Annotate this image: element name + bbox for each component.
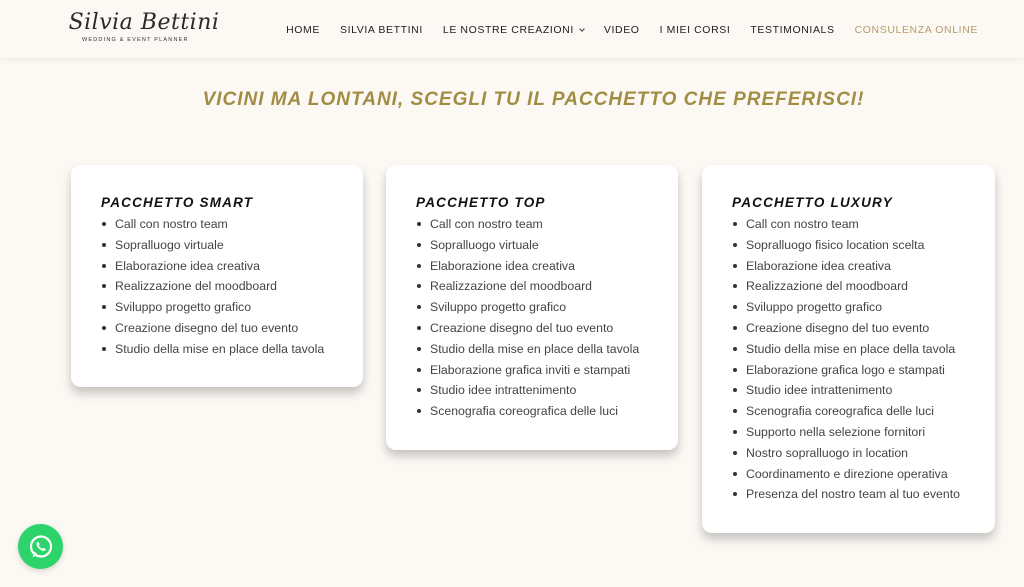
package-feature-list [416, 215, 678, 423]
nav-silvia-bettini[interactable]: SILVIA BETTINI [339, 24, 423, 36]
list-item: Presenza del nostro team al tuo evento [732, 485, 995, 506]
list-item: Elaborazione grafica logo e stampati [732, 361, 995, 382]
main-nav [266, 24, 978, 36]
list-item: Coordinamento e direzione operativa [732, 465, 995, 486]
package-feature-list [732, 215, 995, 506]
logo[interactable] [68, 8, 220, 48]
package-title: PACCHETTO LUXURY [732, 195, 893, 210]
list-item: Realizzazione del moodboard [101, 277, 363, 298]
list-item: Nostro sopralluogo in location [732, 444, 995, 465]
package-title: PACCHETTO TOP [416, 195, 546, 210]
list-item: Supporto nella selezione fornitori [732, 423, 995, 444]
nav-video[interactable]: VIDEO [603, 24, 640, 36]
logo-subtitle: WEDDING & EVENT PLANNER [82, 37, 189, 43]
list-item: Scenografia coreografica delle luci [416, 402, 678, 423]
list-item: Creazione disegno del tuo evento [101, 319, 363, 340]
list-item: Studio idee intrattenimento [416, 381, 678, 402]
list-item: Call con nostro team [416, 215, 678, 236]
site-header [0, 0, 1024, 58]
package-feature-list [101, 215, 363, 361]
nav-le-nostre-creazioni-label: LE NOSTRE CREAZIONI [442, 24, 574, 36]
list-item: Creazione disegno del tuo evento [416, 319, 678, 340]
list-item: Realizzazione del moodboard [732, 277, 995, 298]
list-item: Call con nostro team [732, 215, 995, 236]
list-item: Realizzazione del moodboard [416, 277, 678, 298]
page-headline: VICINI MA LONTANI, SCEGLI TU IL PACCHETTO CHE PREFERISCI! [202, 89, 865, 110]
list-item: Elaborazione idea creativa [732, 257, 995, 278]
nav-consulenza-online[interactable]: CONSULENZA ONLINE [854, 24, 978, 36]
list-item: Elaborazione idea creativa [416, 257, 678, 278]
list-item: Sopralluogo virtuale [101, 236, 363, 257]
chevron-down-icon [579, 26, 585, 32]
list-item: Scenografia coreografica delle luci [732, 402, 995, 423]
list-item: Studio della mise en place della tavola [732, 340, 995, 361]
list-item: Sviluppo progetto grafico [732, 298, 995, 319]
list-item: Sopralluogo fisico location scelta [732, 236, 995, 257]
list-item: Studio della mise en place della tavola [101, 340, 363, 361]
nav-i-miei-corsi[interactable]: I MIEI CORSI [659, 24, 731, 36]
list-item: Elaborazione idea creativa [101, 257, 363, 278]
list-item: Call con nostro team [101, 215, 363, 236]
whatsapp-chat-button[interactable] [18, 524, 63, 569]
whatsapp-icon [28, 534, 54, 560]
nav-le-nostre-creazioni[interactable] [443, 24, 584, 36]
list-item: Sviluppo progetto grafico [101, 298, 363, 319]
list-item: Sviluppo progetto grafico [416, 298, 678, 319]
package-card-top [386, 165, 678, 450]
list-item: Studio della mise en place della tavola [416, 340, 678, 361]
list-item: Sopralluogo virtuale [416, 236, 678, 257]
list-item: Creazione disegno del tuo evento [732, 319, 995, 340]
package-card-luxury [702, 165, 995, 533]
nav-testimonials[interactable]: TESTIMONIALS [750, 24, 835, 36]
nav-home[interactable]: HOME [286, 24, 320, 36]
list-item: Studio idee intrattenimento [732, 381, 995, 402]
package-card-smart [71, 165, 363, 387]
list-item: Elaborazione grafica inviti e stampati [416, 361, 678, 382]
package-title: PACCHETTO SMART [101, 195, 254, 210]
logo-script: Silvia Bettini [68, 10, 220, 35]
